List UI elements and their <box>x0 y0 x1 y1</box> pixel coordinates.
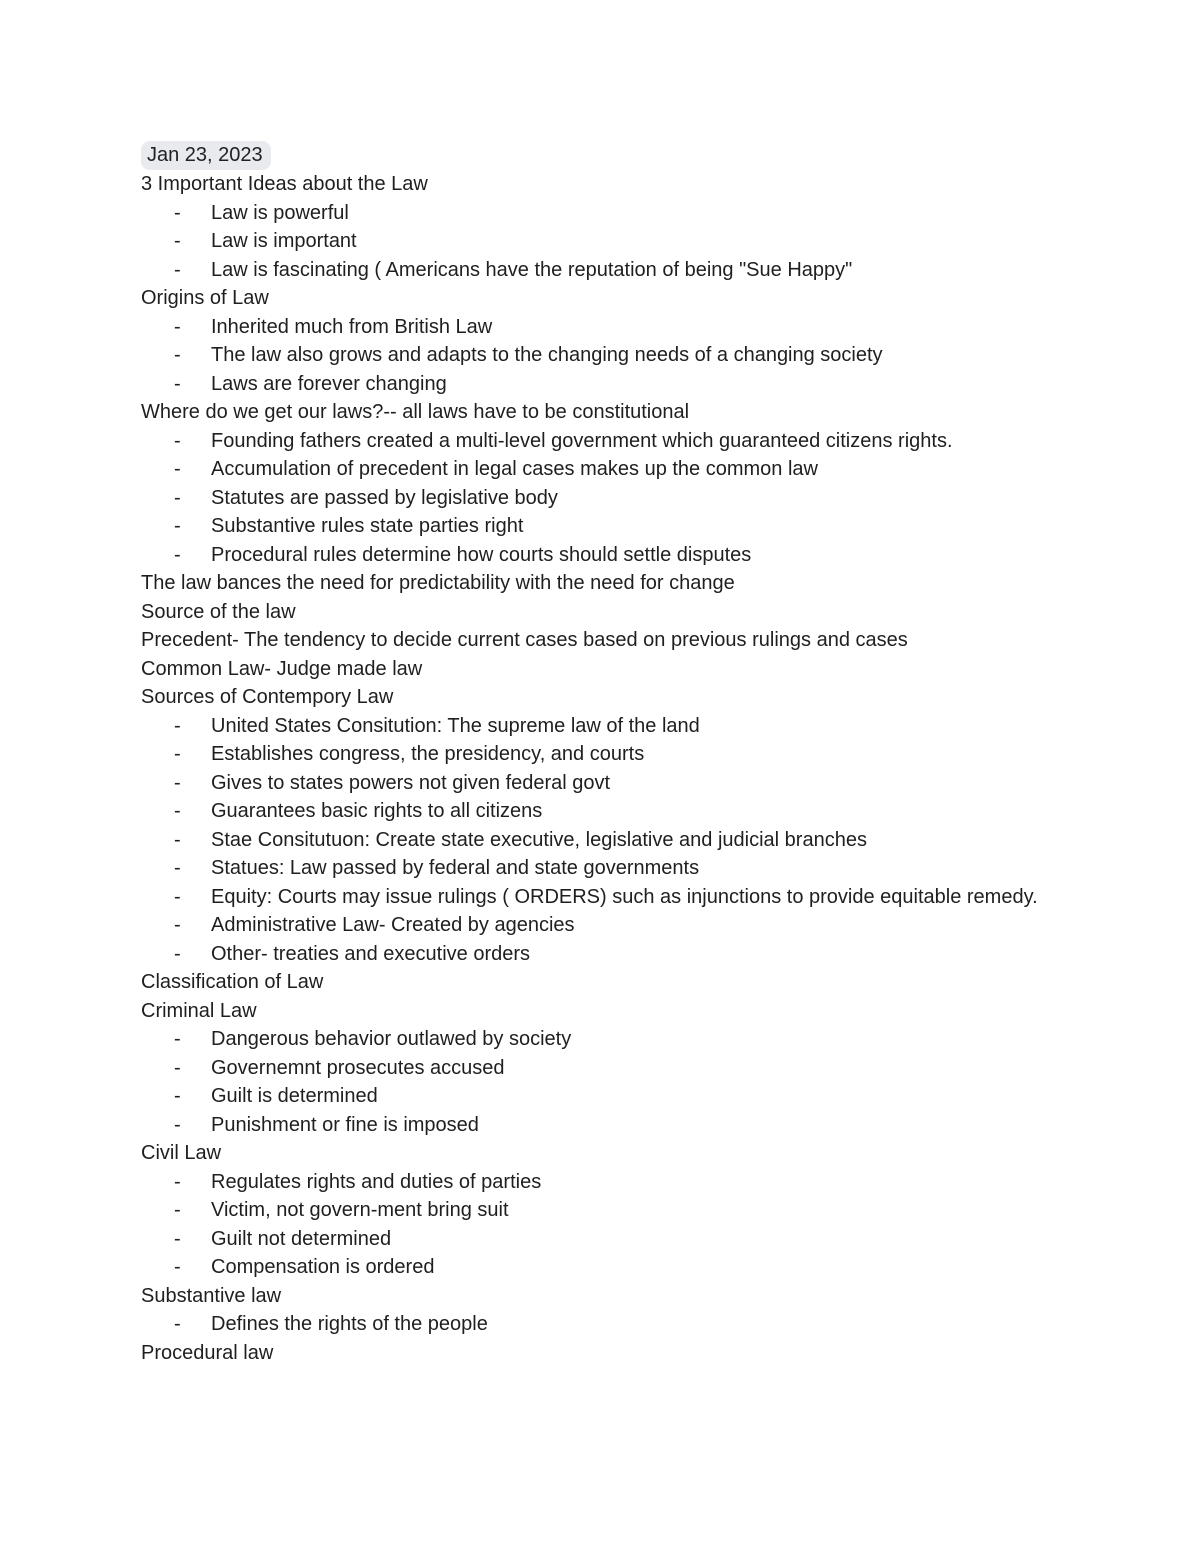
bullet-dash: - <box>174 372 181 395</box>
bullet-dash: - <box>174 201 181 224</box>
bullet-text: Victim, not govern-ment bring suit <box>211 1199 509 1221</box>
bullet-item <box>141 256 1041 285</box>
bullet-dash: - <box>174 1028 181 1050</box>
bullet-dash: - <box>174 1056 181 1079</box>
bullet-text: Guilt not determined <box>211 1227 392 1250</box>
bullet-dash: - <box>174 1170 181 1193</box>
bullet-item <box>141 911 1041 940</box>
bullet-dash: - <box>174 429 181 452</box>
bullet-dash: - <box>174 714 181 737</box>
bullet-text: Gives to states powers not given federal govt <box>211 771 611 794</box>
bullet-text: Defines the rights of the people <box>211 1313 488 1335</box>
bullet-item <box>141 797 1041 826</box>
bullet-item <box>141 341 1041 370</box>
paragraph-line: Criminal Law <box>141 999 257 1022</box>
bullet-item <box>141 826 1041 855</box>
bullet-item <box>141 1082 1041 1111</box>
bullet-item <box>141 1168 1041 1197</box>
bullet-dash: - <box>174 1085 181 1107</box>
bullet-text: Punishment or fine is imposed <box>211 1113 479 1136</box>
bullet-item <box>141 1310 1041 1339</box>
bullet-text: Founding fathers created a multi-level government which guaranteed citizens rights. <box>211 429 953 452</box>
bullet-item <box>141 1054 1041 1083</box>
paragraph-line: Source of the law <box>141 600 296 623</box>
bullet-text: Inherited much from British Law <box>211 315 493 338</box>
bullet-dash: - <box>174 486 181 509</box>
bullet-text: Guilt is determined <box>211 1085 378 1107</box>
bullet-text: Law is fascinating ( Americans have the reputation of being "Sue Happy" <box>211 258 853 281</box>
paragraph-line: Origins of Law <box>141 287 269 309</box>
bullet-dash: - <box>174 1113 181 1136</box>
paragraph-line: Sources of Contempory Law <box>141 686 394 708</box>
bullet-dash: - <box>174 771 181 794</box>
bullet-item <box>141 1225 1041 1254</box>
bullet-text: Substantive rules state parties right <box>211 515 524 537</box>
bullet-item <box>141 769 1041 798</box>
bullet-dash: - <box>174 344 181 366</box>
bullet-dash: - <box>174 857 181 879</box>
bullet-item <box>141 427 1041 456</box>
bullet-item <box>141 227 1041 256</box>
bullet-item <box>141 455 1041 484</box>
bullet-text: Other- treaties and executive orders <box>211 942 531 965</box>
paragraph-line: Procedural law <box>141 1341 274 1364</box>
paragraph-line: Classification of Law <box>141 971 324 993</box>
bullet-text: Regulates rights and duties of parties <box>211 1170 542 1193</box>
bullet-text: Law is powerful <box>211 201 349 224</box>
bullet-text: Procedural rules determine how courts should settle disputes <box>211 543 752 566</box>
bullet-dash: - <box>174 230 181 252</box>
bullet-dash: - <box>174 942 181 965</box>
bullet-text: Law is important <box>211 230 357 252</box>
bullet-text: Administrative Law- Created by agencies <box>211 914 575 936</box>
paragraph-line: Civil Law <box>141 1142 222 1164</box>
bullet-text: Compensation is ordered <box>211 1256 435 1278</box>
paragraph-line: Substantive law <box>141 1284 282 1307</box>
bullet-dash: - <box>174 914 181 936</box>
bullet-text: Statutes are passed by legislative body <box>211 486 558 509</box>
bullet-item <box>141 740 1041 769</box>
bullet-item <box>141 512 1041 541</box>
date-line <box>141 141 1041 170</box>
paragraph-line: Precedent- The tendency to decide current cases based on previous rulings and cases <box>141 629 908 651</box>
notes-content <box>141 170 1041 1367</box>
bullet-dash: - <box>174 258 181 281</box>
bullet-dash: - <box>174 800 181 822</box>
bullet-item <box>141 712 1041 741</box>
bullet-text: Equity: Courts may issue rulings ( ORDERS) such as injunctions to provide equitable remedy. <box>211 885 1038 908</box>
bullet-text: Stae Consitutuon: Create state executive, legislative and judicial branches <box>211 828 867 851</box>
bullet-item <box>141 484 1041 513</box>
bullet-text: Accumulation of precedent in legal cases makes up the common law <box>211 458 818 480</box>
bullet-text: Guarantees basic rights to all citizens <box>211 800 543 822</box>
bullet-text: The law also grows and adapts to the changing needs of a changing society <box>211 344 883 366</box>
bullet-text: Statues: Law passed by federal and state governments <box>211 857 700 879</box>
bullet-item <box>141 313 1041 342</box>
bullet-text: United States Consitution: The supreme law of the land <box>211 714 700 737</box>
bullet-item <box>141 370 1041 399</box>
bullet-dash: - <box>174 515 181 537</box>
bullet-dash: - <box>174 458 181 480</box>
bullet-dash: - <box>174 543 181 566</box>
bullet-text: Dangerous behavior outlawed by society <box>211 1028 572 1050</box>
bullet-text: Laws are forever changing <box>211 372 447 395</box>
bullet-item <box>141 1111 1041 1140</box>
bullet-item <box>141 854 1041 883</box>
bullet-item <box>141 1196 1041 1225</box>
bullet-dash: - <box>174 1256 181 1278</box>
bullet-item <box>141 199 1041 228</box>
document-body <box>141 141 1041 1367</box>
bullet-item <box>141 883 1041 912</box>
bullet-item <box>141 940 1041 969</box>
bullet-dash: - <box>174 885 181 908</box>
paragraph-line: The law bances the need for predictability with the need for change <box>141 572 735 594</box>
bullet-text: Establishes congress, the presidency, and courts <box>211 743 645 765</box>
bullet-dash: - <box>174 1313 181 1335</box>
paragraph-line: Where do we get our laws?-- all laws have to be constitutional <box>141 401 690 423</box>
paragraph-line: 3 Important Ideas about the Law <box>141 173 428 195</box>
bullet-item <box>141 1253 1041 1282</box>
bullet-item <box>141 1025 1041 1054</box>
bullet-dash: - <box>174 1199 181 1221</box>
bullet-dash: - <box>174 743 181 765</box>
bullet-text: Governemnt prosecutes accused <box>211 1056 505 1079</box>
bullet-dash: - <box>174 1227 181 1250</box>
bullet-dash: - <box>174 315 181 338</box>
date-chip[interactable]: Jan 23, 2023 <box>141 141 271 170</box>
bullet-dash: - <box>174 828 181 851</box>
paragraph-line: Common Law- Judge made law <box>141 657 423 680</box>
bullet-item <box>141 541 1041 570</box>
